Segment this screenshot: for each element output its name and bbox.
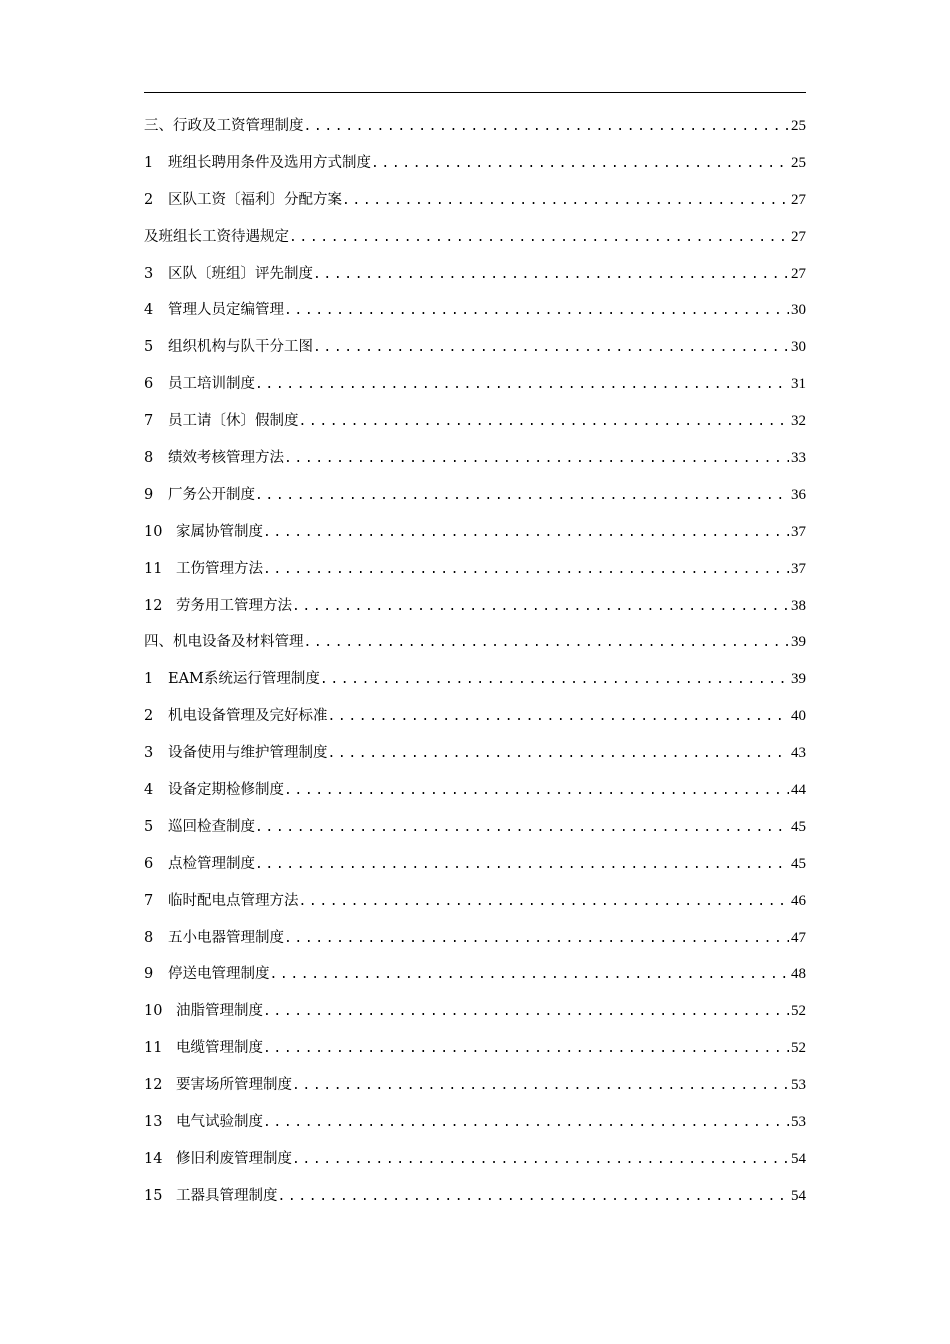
toc-entry-number: 12 bbox=[144, 597, 163, 614]
toc-entry-title: 修旧利废管理制度 bbox=[176, 1150, 292, 1167]
toc-leader-dots bbox=[284, 441, 789, 477]
toc-entry-title: 设备定期检修制度 bbox=[168, 782, 284, 799]
toc-entry-title: 及班组长工资待遇规定 bbox=[144, 228, 289, 245]
toc-entry-page: 47 bbox=[791, 929, 806, 946]
toc-entry-number: 10 bbox=[144, 523, 163, 540]
toc-entry-title: 劳务用工管理方法 bbox=[176, 597, 292, 614]
toc-entry[interactable] bbox=[144, 366, 806, 403]
toc-entry-title: 组织机构与队干分工图 bbox=[168, 339, 313, 356]
toc-entry[interactable] bbox=[144, 661, 806, 698]
toc-leader-dots bbox=[284, 773, 789, 809]
toc-entry[interactable] bbox=[144, 145, 806, 182]
toc-entry-page: 30 bbox=[791, 339, 806, 356]
toc-entry[interactable] bbox=[144, 292, 806, 329]
toc-entry-title: 点检管理制度 bbox=[168, 855, 255, 872]
toc-leader-dots bbox=[313, 330, 789, 366]
toc-entry-page: 39 bbox=[791, 634, 806, 651]
toc-entry[interactable] bbox=[144, 735, 806, 772]
toc-entry-page: 32 bbox=[791, 413, 806, 430]
toc-entry-page: 37 bbox=[791, 523, 806, 540]
toc-entry-page: 37 bbox=[791, 560, 806, 577]
toc-entry-page: 38 bbox=[791, 597, 806, 614]
toc-entry-title: 电缆管理制度 bbox=[176, 1040, 263, 1057]
toc-entry-number: 11 bbox=[144, 1040, 163, 1057]
toc-entry-page: 25 bbox=[791, 118, 806, 134]
toc-entry-page: 54 bbox=[791, 1150, 806, 1167]
toc-entry-number: 2 bbox=[144, 191, 154, 208]
toc-entry-number: 3 bbox=[144, 745, 154, 762]
toc-entry-title: 停送电管理制度 bbox=[168, 966, 270, 983]
toc-entry-title: 油脂管理制度 bbox=[176, 1003, 263, 1020]
toc-entry[interactable] bbox=[144, 1104, 806, 1141]
toc-entry[interactable] bbox=[144, 588, 806, 625]
toc-entry-title: 电气试验制度 bbox=[176, 1114, 263, 1131]
toc-leader-dots bbox=[320, 662, 789, 698]
toc-entry-page: 27 bbox=[791, 191, 806, 208]
toc-entry[interactable] bbox=[144, 624, 806, 661]
toc-entry-number: 14 bbox=[144, 1150, 163, 1167]
toc-entry-title: 机电设备管理及完好标准 bbox=[168, 708, 328, 725]
toc-entry[interactable] bbox=[144, 108, 806, 145]
toc-entry[interactable] bbox=[144, 514, 806, 551]
toc-entry-number: 5 bbox=[144, 818, 154, 835]
toc-leader-dots bbox=[263, 1031, 789, 1067]
toc-entry-page: 39 bbox=[791, 671, 806, 688]
toc-leader-dots bbox=[304, 109, 790, 145]
toc-entry[interactable] bbox=[144, 551, 806, 588]
toc-leader-dots bbox=[328, 699, 790, 735]
toc-entry-title: 厂务公开制度 bbox=[168, 486, 255, 503]
toc-entry-title: 工伤管理方法 bbox=[176, 560, 263, 577]
toc-entry-number: 9 bbox=[144, 486, 154, 503]
toc-leader-dots bbox=[255, 367, 789, 403]
toc-entry-page: 53 bbox=[791, 1077, 806, 1094]
toc-entry-title: 工器具管理制度 bbox=[176, 1187, 278, 1204]
toc-entry-number: 15 bbox=[144, 1187, 163, 1204]
table-of-contents bbox=[144, 108, 806, 1215]
toc-entry-number: 2 bbox=[144, 708, 154, 725]
toc-entry[interactable] bbox=[144, 772, 806, 809]
toc-entry-page: 33 bbox=[791, 450, 806, 467]
toc-entry-number: 7 bbox=[144, 892, 154, 909]
toc-entry[interactable] bbox=[144, 846, 806, 883]
toc-leader-dots bbox=[255, 810, 789, 846]
toc-leader-dots bbox=[292, 589, 789, 625]
toc-leader-dots bbox=[342, 183, 789, 219]
toc-entry-page: 44 bbox=[791, 782, 806, 799]
toc-entry[interactable] bbox=[144, 219, 806, 256]
toc-entry[interactable] bbox=[144, 920, 806, 957]
toc-entry-number: 1 bbox=[144, 154, 154, 171]
toc-entry[interactable] bbox=[144, 1030, 806, 1067]
toc-entry-title: 班组长聘用条件及选用方式制度 bbox=[168, 154, 371, 171]
toc-entry[interactable] bbox=[144, 182, 806, 219]
toc-entry[interactable] bbox=[144, 956, 806, 993]
toc-leader-dots bbox=[263, 994, 789, 1030]
toc-entry-title: 临时配电点管理方法 bbox=[168, 892, 299, 909]
toc-leader-dots bbox=[284, 293, 789, 329]
toc-entry[interactable] bbox=[144, 256, 806, 293]
toc-leader-dots bbox=[263, 515, 789, 551]
toc-entry-number: 7 bbox=[144, 413, 154, 430]
toc-entry[interactable] bbox=[144, 403, 806, 440]
toc-entry[interactable] bbox=[144, 440, 806, 477]
toc-entry-page: 30 bbox=[791, 302, 806, 319]
toc-entry-title: 设备使用与维护管理制度 bbox=[168, 745, 328, 762]
toc-entry-title: 绩效考核管理方法 bbox=[168, 450, 284, 467]
toc-leader-dots bbox=[284, 921, 789, 957]
toc-entry-page: 45 bbox=[791, 818, 806, 835]
toc-leader-dots bbox=[299, 884, 790, 920]
toc-entry-number: 9 bbox=[144, 966, 154, 983]
toc-entry[interactable] bbox=[144, 883, 806, 920]
toc-leader-dots bbox=[299, 404, 790, 440]
toc-entry[interactable] bbox=[144, 1141, 806, 1178]
toc-entry-page: 31 bbox=[791, 376, 806, 393]
toc-entry-number: 1 bbox=[144, 671, 154, 688]
toc-leader-dots bbox=[255, 847, 789, 883]
toc-leader-dots bbox=[263, 1105, 789, 1141]
toc-leader-dots bbox=[255, 478, 789, 514]
toc-entry[interactable] bbox=[144, 809, 806, 846]
toc-entry-number: 12 bbox=[144, 1077, 163, 1094]
toc-entry-title: 员工请〔休〕假制度 bbox=[168, 413, 299, 430]
toc-leader-dots bbox=[270, 957, 790, 993]
toc-entry-number: 6 bbox=[144, 855, 154, 872]
toc-entry[interactable] bbox=[144, 477, 806, 514]
toc-entry-page: 43 bbox=[791, 745, 806, 762]
toc-entry-page: 48 bbox=[791, 966, 806, 983]
toc-leader-dots bbox=[278, 1179, 790, 1215]
toc-entry-number: 13 bbox=[144, 1114, 163, 1131]
toc-entry-page: 46 bbox=[791, 892, 806, 909]
toc-leader-dots bbox=[263, 552, 789, 588]
toc-entry-page: 40 bbox=[791, 708, 806, 725]
toc-entry-title: 管理人员定编管理 bbox=[168, 302, 284, 319]
toc-entry-page: 36 bbox=[791, 486, 806, 503]
toc-entry-page: 25 bbox=[791, 154, 806, 171]
toc-entry-title: 四、机电设备及材料管理 bbox=[144, 634, 304, 651]
toc-leader-dots bbox=[292, 1068, 789, 1104]
toc-entry-title: 区队工资〔福利〕分配方案 bbox=[168, 191, 342, 208]
toc-entry-number: 3 bbox=[144, 265, 154, 282]
toc-entry-number: 5 bbox=[144, 339, 154, 356]
toc-entry[interactable] bbox=[144, 1067, 806, 1104]
toc-entry-number: 11 bbox=[144, 560, 163, 577]
toc-entry-number: 10 bbox=[144, 1003, 163, 1020]
toc-entry-number: 8 bbox=[144, 929, 154, 946]
toc-entry-page: 27 bbox=[791, 228, 806, 245]
toc-leader-dots bbox=[292, 1142, 789, 1178]
toc-entry-page: 27 bbox=[791, 265, 806, 282]
toc-entry-title: 要害场所管理制度 bbox=[176, 1077, 292, 1094]
toc-entry[interactable] bbox=[144, 993, 806, 1030]
toc-entry-number: 8 bbox=[144, 450, 154, 467]
toc-entry-title: 五小电器管理制度 bbox=[168, 929, 284, 946]
toc-entry-page: 52 bbox=[791, 1003, 806, 1020]
toc-entry-title: EAM系统运行管理制度 bbox=[168, 671, 320, 688]
toc-entry-title: 家属协管制度 bbox=[176, 523, 263, 540]
toc-leader-dots bbox=[313, 257, 789, 293]
toc-entry-number: 4 bbox=[144, 782, 154, 799]
toc-entry[interactable] bbox=[144, 698, 806, 735]
toc-entry-title: 员工培训制度 bbox=[168, 376, 255, 393]
toc-leader-dots bbox=[371, 146, 789, 182]
toc-entry-page: 45 bbox=[791, 855, 806, 872]
toc-entry-page: 54 bbox=[791, 1187, 806, 1204]
toc-leader-dots bbox=[289, 220, 789, 256]
toc-leader-dots bbox=[328, 736, 790, 772]
header-rule bbox=[144, 92, 806, 93]
toc-entry-number: 6 bbox=[144, 376, 154, 393]
toc-entry[interactable] bbox=[144, 329, 806, 366]
toc-entry-title: 区队〔班组〕评先制度 bbox=[168, 265, 313, 282]
toc-entry-title: 巡回检查制度 bbox=[168, 818, 255, 835]
toc-entry[interactable] bbox=[144, 1178, 806, 1215]
toc-entry-page: 53 bbox=[791, 1114, 806, 1131]
toc-leader-dots bbox=[304, 625, 790, 661]
toc-entry-number: 4 bbox=[144, 302, 154, 319]
toc-entry-title: 三、行政及工资管理制度 bbox=[144, 118, 304, 134]
toc-entry-page: 52 bbox=[791, 1040, 806, 1057]
